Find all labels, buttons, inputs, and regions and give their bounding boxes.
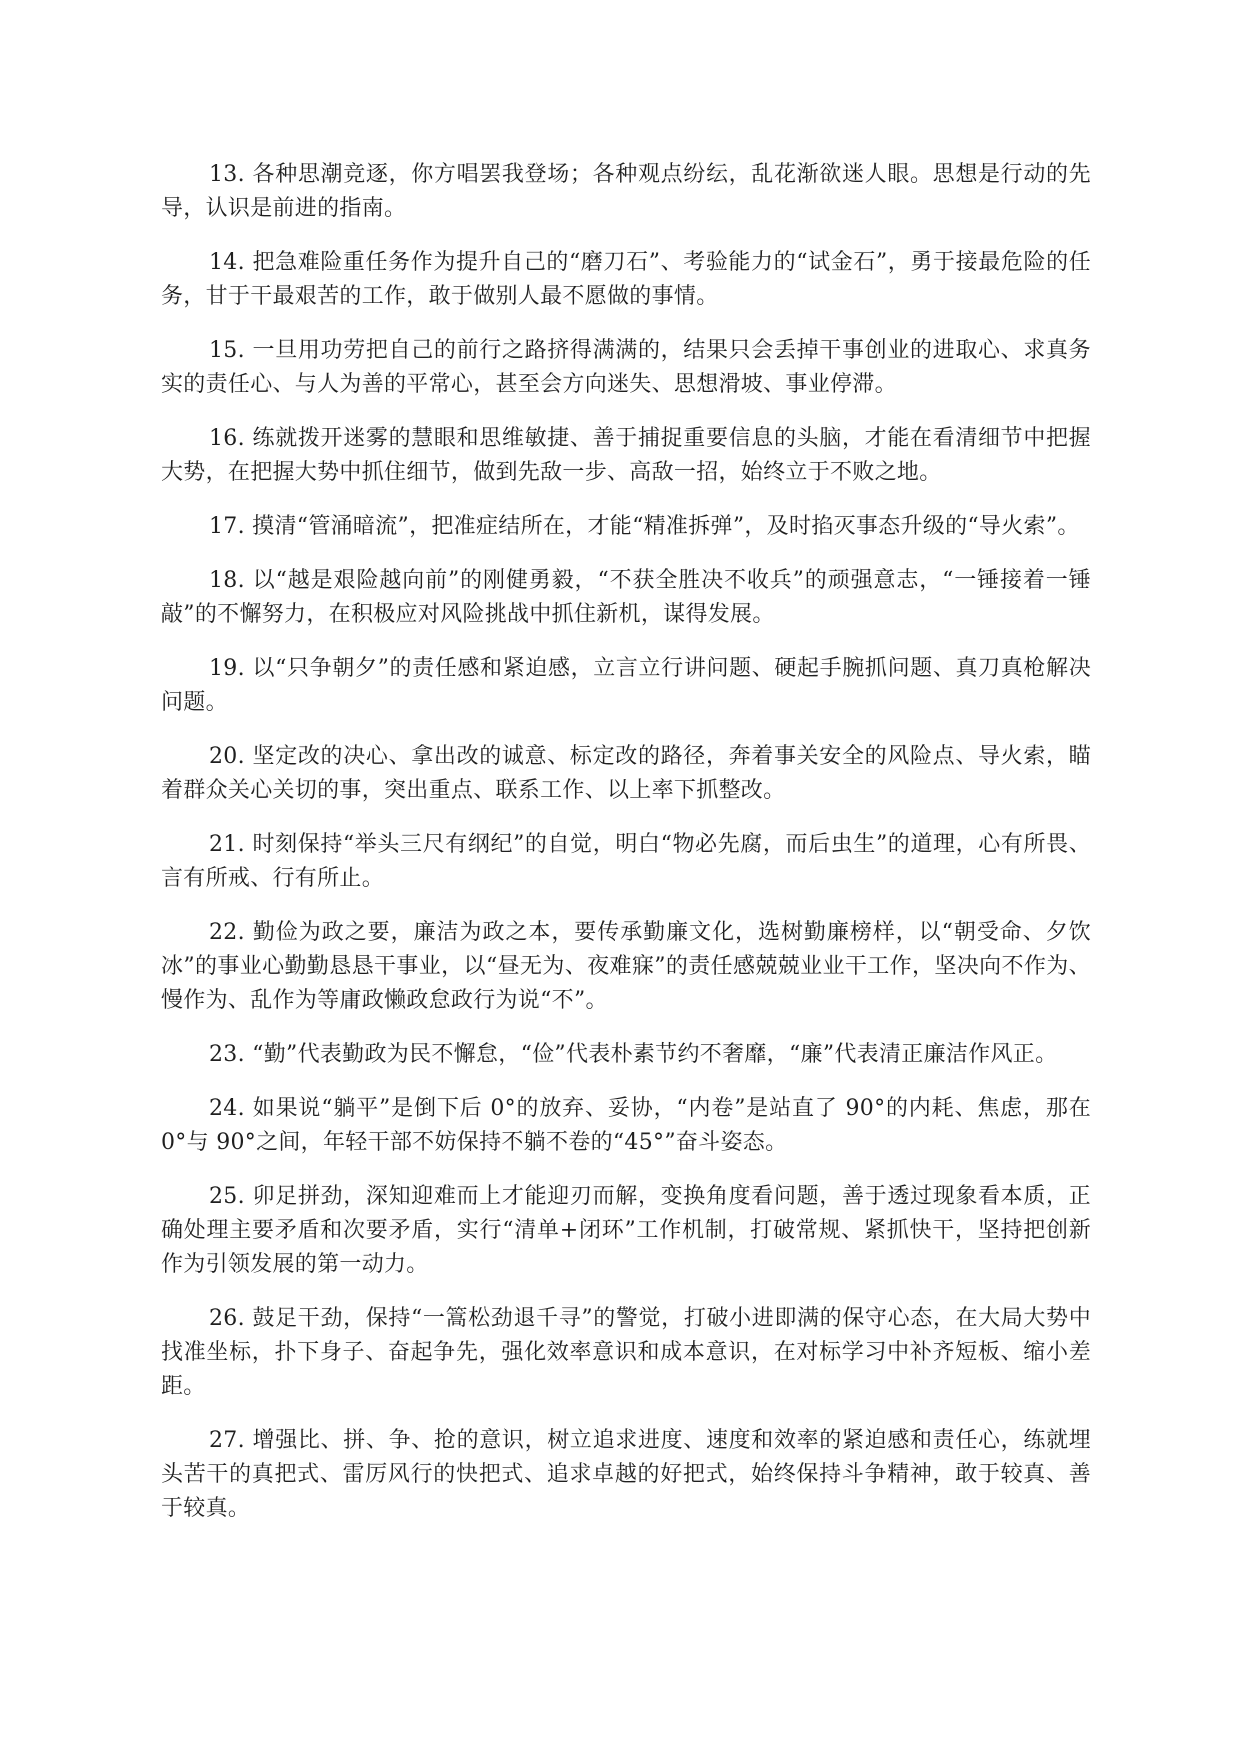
paragraph-23: 23. “勤”代表勤政为民不懈怠，“俭”代表朴素节约不奢靡，“廉”代表清正廉洁作风正。 [209,1042,1058,1067]
paragraph-24: 24. 如果说“躺平”是倒下后 0°的放弃、妥协，“内卷”是站直了 90°的内耗、焦虑，那在 0°与 90°之间，年轻干部不妨保持不躺不卷的“45°”奋斗姿态。 [161,1096,1091,1155]
paragraph-13: 13. 各种思潮竞逐，你方唱罢我登场；各种观点纷纭，乱花渐欲迷人眼。思想是行动的先导，认识是前进的指南。 [161,162,1091,221]
paragraph-17: 17. 摸清“管涌暗流”，把准症结所在，才能“精准拆弹”，及时掐灭事态升级的“导火索”。 [209,514,1080,539]
paragraph-18: 18. 以“越是艰险越向前”的刚健勇毅，“不获全胜决不收兵”的顽强意志，“一锤接着一锤敲”的不懈努力，在积极应对风险挑战中抓住新机，谋得发展。 [161,568,1091,627]
paragraph-27: 27. 增强比、拼、争、抢的意识，树立追求进度、速度和效率的紧迫感和责任心，练就埋头苦干的真把式、雷厉风行的快把式、追求卓越的好把式，始终保持斗争精神，敢于较真、善于较真。 [161,1428,1091,1521]
paragraph-25: 25. 卯足拼劲，深知迎难而上才能迎刃而解，变换角度看问题，善于透过现象看本质，正确处理主要矛盾和次要矛盾，实行“清单+闭环”工作机制，打破常规、紧抓快干，坚持把创新作为引领发展的第一动力。 [161,1184,1091,1277]
paragraph-19: 19. 以“只争朝夕”的责任感和紧迫感，立言立行讲问题、硬起手腕抓问题、真刀真枪解决问题。 [161,656,1091,715]
document-body [161,158,1091,1546]
paragraph-20: 20. 坚定改的决心、拿出改的诚意、标定改的路径，奔着事关安全的风险点、导火索，瞄着群众关心关切的事，突出重点、联系工作、以上率下抓整改。 [161,744,1091,803]
paragraph-21: 21. 时刻保持“举头三尺有纲纪”的自觉，明白“物必先腐，而后虫生”的道理，心有所畏、言有所戒、行有所止。 [161,832,1091,891]
paragraph-14: 14. 把急难险重任务作为提升自己的“磨刀石”、考验能力的“试金石”，勇于接最危险的任务，甘于干最艰苦的工作，敢于做别人最不愿做的事情。 [161,250,1091,309]
paragraph-15: 15. 一旦用功劳把自己的前行之路挤得满满的，结果只会丢掉干事创业的进取心、求真务实的责任心、与人为善的平常心，甚至会方向迷失、思想滑坡、事业停滞。 [161,338,1091,397]
paragraph-22: 22. 勤俭为政之要，廉洁为政之本，要传承勤廉文化，选树勤廉榜样，以“朝受命、夕饮冰”的事业心勤勤恳恳干事业，以“昼无为、夜难寐”的责任感兢兢业业干工作，坚决向不作为、慢作为、乱作为等庸政懒政怠政行为说“不”。 [161,920,1091,1013]
paragraph-16: 16. 练就拨开迷雾的慧眼和思维敏捷、善于捕捉重要信息的头脑，才能在看清细节中把握大势，在把握大势中抓住细节，做到先敌一步、高敌一招，始终立于不败之地。 [161,426,1091,485]
paragraph-26: 26. 鼓足干劲，保持“一篙松劲退千寻”的警觉，打破小进即满的保守心态，在大局大势中找准坐标，扑下身子、奋起争先，强化效率意识和成本意识，在对标学习中补齐短板、缩小差距。 [161,1306,1091,1399]
